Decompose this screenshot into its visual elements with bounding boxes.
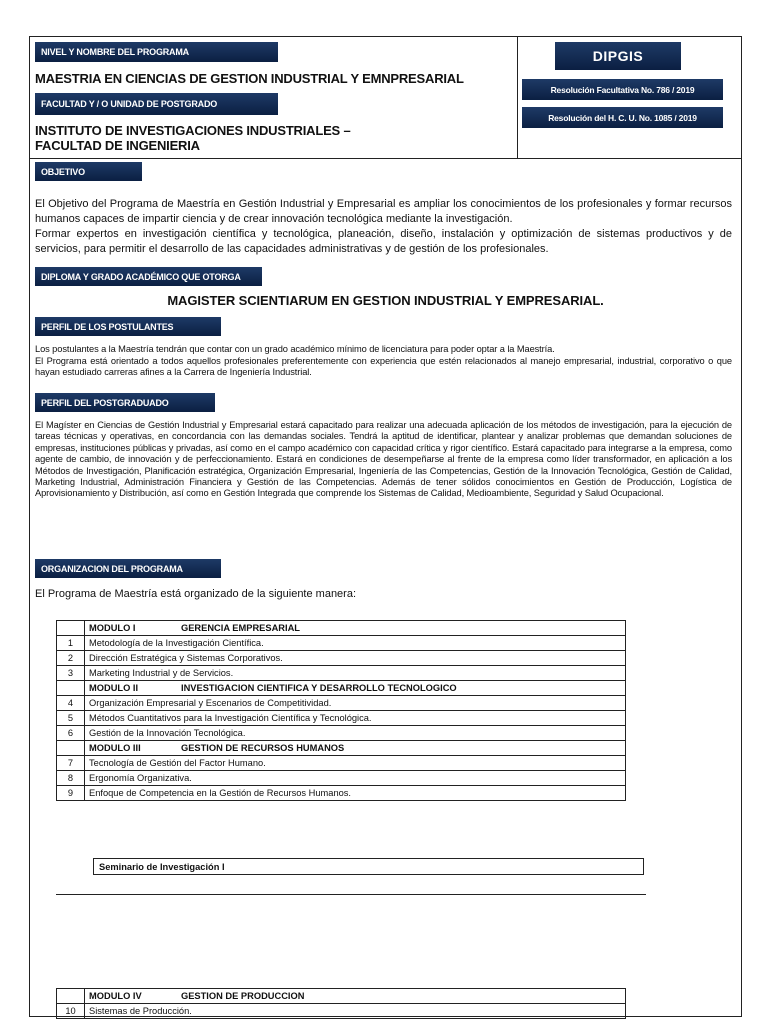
course-row (57, 1004, 626, 1019)
module-title: GESTION DE PRODUCCION (181, 991, 305, 1001)
program-label: NIVEL Y NOMBRE DEL PROGRAMA (35, 42, 278, 62)
course-row (57, 711, 626, 726)
objetivo-text-2: Formar expertos en investigación científica y tecnológica, planeación, diseño, instalación y optimización de sistemas productivos y de servicios, para permitir el desarrollo de las capacidades administrativas y de gestión de los profesionales. (35, 228, 732, 255)
module-code: MODULO III (89, 743, 141, 753)
document-page (29, 36, 742, 1017)
course-number: 4 (57, 696, 85, 711)
organizacion-intro: El Programa de Maestría está organizado de la siguiente manera: (35, 588, 357, 600)
course-row (57, 696, 626, 711)
course-row (57, 636, 626, 651)
course-name: Marketing Industrial y de Servicios. (85, 666, 626, 681)
course-name: Metodología de la Investigación Científica. (85, 636, 626, 651)
course-row (57, 756, 626, 771)
course-name: Métodos Cuantitativos para la Investigación Científica y Tecnológica. (85, 711, 626, 726)
course-name: Dirección Estratégica y Sistemas Corporativos. (85, 651, 626, 666)
section-divider (56, 894, 646, 895)
course-row (57, 651, 626, 666)
module-header-row (57, 621, 626, 636)
course-name: Tecnología de Gestión del Factor Humano. (85, 756, 626, 771)
module-title: INVESTIGACION CIENTIFICA Y DESARROLLO TECNOLOGICO (181, 683, 457, 693)
course-number: 7 (57, 756, 85, 771)
course-name: Enfoque de Competencia en la Gestión de Recursos Humanos. (85, 786, 626, 801)
course-row (57, 786, 626, 801)
module-header-row (57, 681, 626, 696)
course-row (57, 666, 626, 681)
objetivo-label: OBJETIVO (35, 162, 142, 181)
module-code: MODULO II (89, 683, 139, 693)
seminar-box: Seminario de Investigación I (93, 858, 644, 875)
course-number: 10 (57, 1004, 85, 1019)
module-4-table (56, 988, 626, 1019)
module-header (85, 989, 626, 1004)
module-header-num (57, 621, 85, 636)
postgraduado-text: El Magíster en Ciencias de Gestión Industrial y Empresarial estará capacitado para realizar una adecuada aplicación de los métodos de investigación, para la ejecución de tareas técnicas y operativas, en concordancia con las demandas sociales. Tendrá la aptitud de identificar, plantear y analizar problemas que demandan soluciones de empresas, instituciones públicas y privadas, así como en el campo académico con capacidad crítica y rigor científico. Estará capacitado para integrarse a la empresa, como agente de cambio, de innovación y de perfeccionamiento. Estará en condiciones de desempeñarse al frente de la empresa como líder transformador, en aplicación a los Métodos de Investigación, Planificación estratégica, Organización Empresarial, Ingeniería de las Competencias, Gestión de la Innovación Tecnológica, Gestión de Calidad, Marketing Industrial, Administración Financiera y Gestión de las Competencias. Además de tener sólidos conocimientos en Gestión de Producción, Logística de Aprovisionamiento y Distribución, así como en Gestión Integrada que comprende los Sistemas de Calidad, Medioambiente, Seguridad y Salud Ocupacional. (35, 420, 732, 499)
organizacion-label: ORGANIZACION DEL PROGRAMA (35, 559, 221, 578)
header (30, 37, 741, 159)
institute-line-2: FACULTAD DE INGENIERIA (35, 138, 200, 153)
resolution-facultativa: Resolución Facultativa No. 786 / 2019 (522, 79, 723, 100)
course-name: Organización Empresarial y Escenarios de Competitividad. (85, 696, 626, 711)
institute-line-1: INSTITUTO DE INVESTIGACIONES INDUSTRIALES – (35, 123, 351, 138)
modules-table (56, 620, 626, 801)
course-number: 6 (57, 726, 85, 741)
program-name: MAESTRIA EN CIENCIAS DE GESTION INDUSTRIAL Y EMNPRESARIAL (35, 71, 464, 86)
course-name: Ergonomía Organizativa. (85, 771, 626, 786)
module-header-num (57, 681, 85, 696)
diploma-label: DIPLOMA Y GRADO ACADÉMICO QUE OTORGA (35, 267, 262, 286)
course-number: 9 (57, 786, 85, 801)
postulantes-text-1: Los postulantes a la Maestría tendrán que contar con un grado académico mínimo de licenciatura para poder optar a la Maestría. (35, 344, 555, 354)
course-number: 8 (57, 771, 85, 786)
dipgis-badge: DIPGIS (555, 42, 681, 70)
module-header-row (57, 741, 626, 756)
postgraduado-label: PERFIL DEL POSTGRADUADO (35, 393, 215, 412)
module-header-row (57, 989, 626, 1004)
module-title: GERENCIA EMPRESARIAL (181, 623, 300, 633)
faculty-label: FACULTAD Y / O UNIDAD DE POSTGRADO (35, 93, 278, 115)
objetivo-text-1: El Objetivo del Programa de Maestría en Gestión Industrial y Empresarial es ampliar los conocimientos de los profesionales y formar recursos humanos capaces de impartir ciencia y de crear innovación tecnológica mediante la investigación. (35, 198, 732, 225)
header-left-panel (30, 37, 518, 158)
module-code: MODULO IV (89, 991, 142, 1001)
course-number: 2 (57, 651, 85, 666)
course-number: 3 (57, 666, 85, 681)
postulantes-text-2: El Programa está orientado a todos aquellos profesionales preferentemente con experiencia que estén relacionados al manejo empresarial, industrial, corporativo o que hayan estudiado carreras afines a la Carrera de Ingeniería Industrial. (35, 356, 732, 378)
module-header (85, 621, 626, 636)
course-number: 5 (57, 711, 85, 726)
course-name: Gestión de la Innovación Tecnológica. (85, 726, 626, 741)
module-header (85, 741, 626, 756)
module-header-num (57, 741, 85, 756)
module-header (85, 681, 626, 696)
course-row (57, 771, 626, 786)
postulantes-label: PERFIL DE LOS POSTULANTES (35, 317, 221, 336)
resolution-hcu: Resolución del H. C. U. No. 1085 / 2019 (522, 107, 723, 128)
course-number: 1 (57, 636, 85, 651)
course-row (57, 726, 626, 741)
course-name: Sistemas de Producción. (85, 1004, 626, 1019)
module-title: GESTION DE RECURSOS HUMANOS (181, 743, 345, 753)
module-header-num (57, 989, 85, 1004)
module-code: MODULO I (89, 623, 136, 633)
diploma-title: MAGISTER SCIENTIARUM EN GESTION INDUSTRIAL Y EMPRESARIAL. (167, 293, 604, 308)
